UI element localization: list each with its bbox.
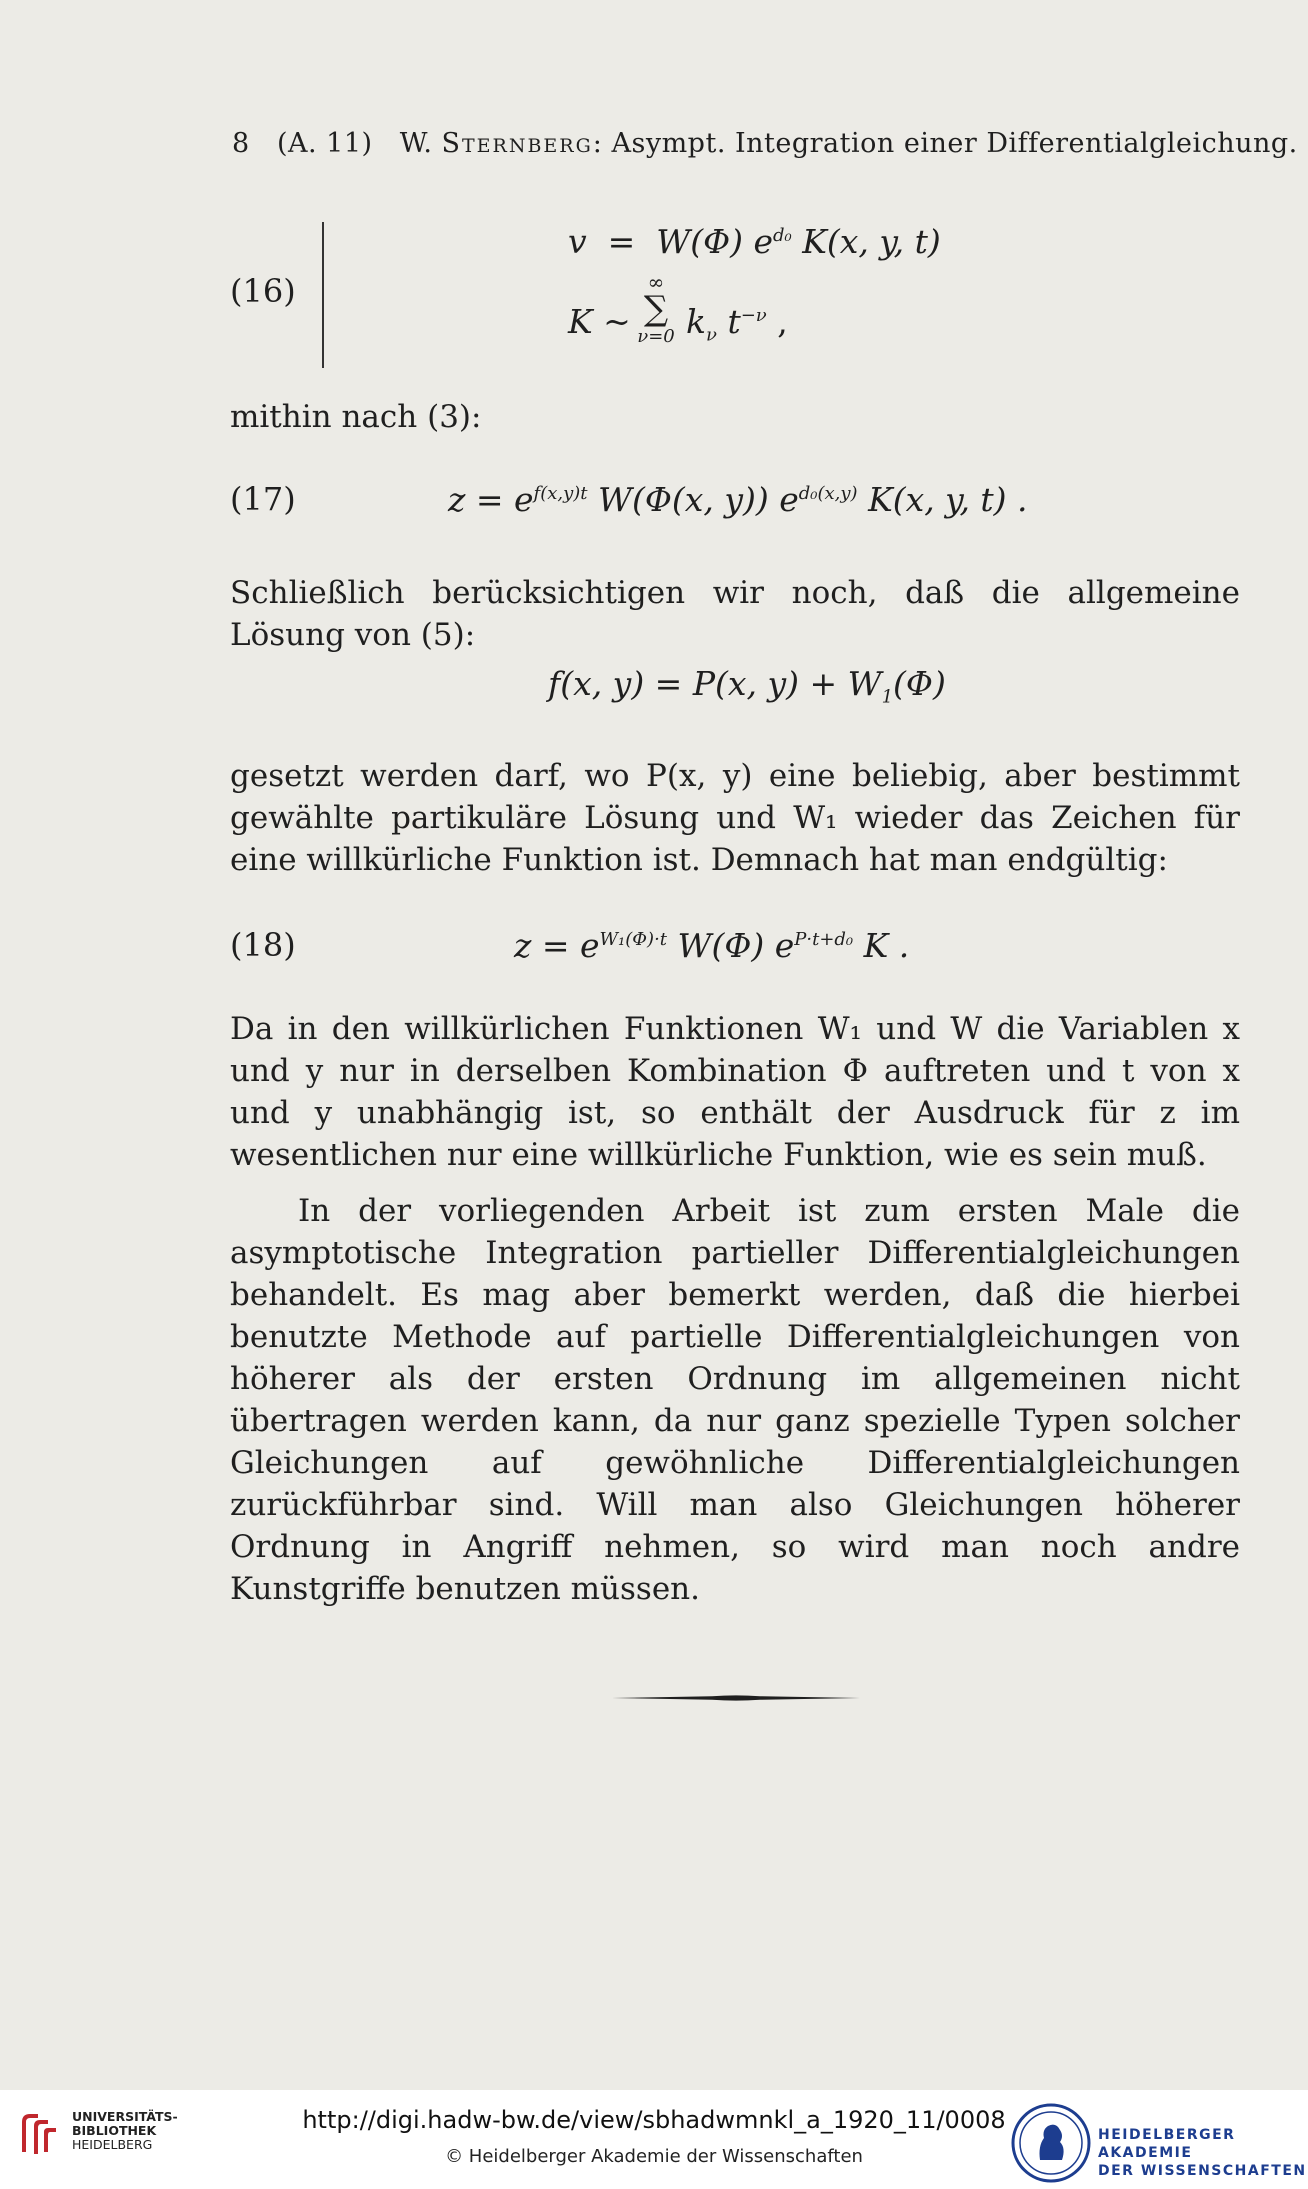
permalink-url[interactable]: http://digi.hadw-bw.de/view/sbhadwmnkl_a_1920_11/0008	[302, 2106, 1006, 2134]
equation-brace	[322, 222, 324, 368]
paragraph-2: gesetzt werden darf, wo P(x, y) eine beliebig, aber bestimmt gewählte partikuläre Lösung und W₁ wieder das Zeichen für eine willkürliche Funktion ist. Demnach hat man endgültig:	[230, 758, 1240, 878]
text-mithin-nach: mithin nach (3):	[230, 399, 482, 435]
paragraph-4: In der vorliegenden Arbeit ist zum ersten Male die asymptotische Integration partieller Differentialgleichungen behandelt. Es mag aber bemerkt werden, daß die hierbei benutzte Methode auf partielle Differentialgleichungen von höherer als der ersten Ordnung im allgemeinen nicht übertragen werden kann, da nur ganz spezielle Typen solcher Gleichungen auf gewöhnliche Differentialgleichungen zurückführbar sind. Will man also Gleichungen höherer Ordnung in Angriff nehmen, so wird man noch andre Kunstgriffe benutzen müssen.	[230, 1193, 1240, 1607]
paragraph-1: Schließlich berücksichtigen wir noch, daß die allgemeine Lösung von (5):	[230, 575, 1240, 653]
equation-17: $z = e^{f(x,y)t}$ W(Φ(x, y)) $e^{d_0(x,y)}$ K(x, y, t) .	[448, 480, 1028, 519]
equation-general-solution: f(x, y) = P(x, $y) + W_1(\Phi)$	[548, 664, 946, 708]
summation-sign: ∞ ∑ ν=0	[637, 270, 675, 347]
equation-number-18: (18)	[230, 926, 296, 964]
article-reference: (A. 11)	[276, 128, 373, 159]
equation-number-16: (16)	[230, 272, 296, 310]
equation-16-term: $k_\nu$ $t^{-\nu}$ ,	[686, 302, 788, 346]
footer-bar	[0, 2090, 1308, 2189]
paragraph-3: Da in den willkürlichen Funktionen W₁ und W die Variablen x und y nur in derselben Kombination Φ auftreten und t von x und y unabhängig ist, so enthält der Ausdruck für z im wesentlichen nur eine willkürliche Funktion, wie es sein muß.	[230, 1011, 1240, 1173]
equation-number-17: (17)	[230, 480, 296, 518]
academy-name: HEIDELBERGER AKADEMIE DER WISSENSCHAFTEN	[1098, 2127, 1307, 2179]
copyright-notice: © Heidelberger Akademie der Wissenschaften	[445, 2146, 863, 2167]
equation-16-line-2: K ~	[568, 302, 631, 341]
equation-16-line-1: v = W(Φ) $e^{d_0}$ K(x, y, t)	[568, 222, 941, 261]
academy-seal-icon	[1010, 2102, 1092, 2184]
author-name: Sternberg	[441, 128, 593, 159]
end-ornament-rule	[612, 1694, 860, 1702]
running-title: : Asympt. Integration einer Differentialgleichung.	[592, 128, 1298, 159]
page-number: 8	[232, 128, 250, 159]
university-library-name: UNIVERSITÄTS- BIBLIOTHEK HEIDELBERG	[72, 2109, 178, 2152]
author-initial: W.	[399, 128, 433, 159]
equation-18: $z = e^{W_1(\Phi)\cdot t}$ W(Φ) $e^{P\cdot t+d_0}$ K .	[514, 926, 910, 965]
running-header	[232, 128, 1298, 159]
